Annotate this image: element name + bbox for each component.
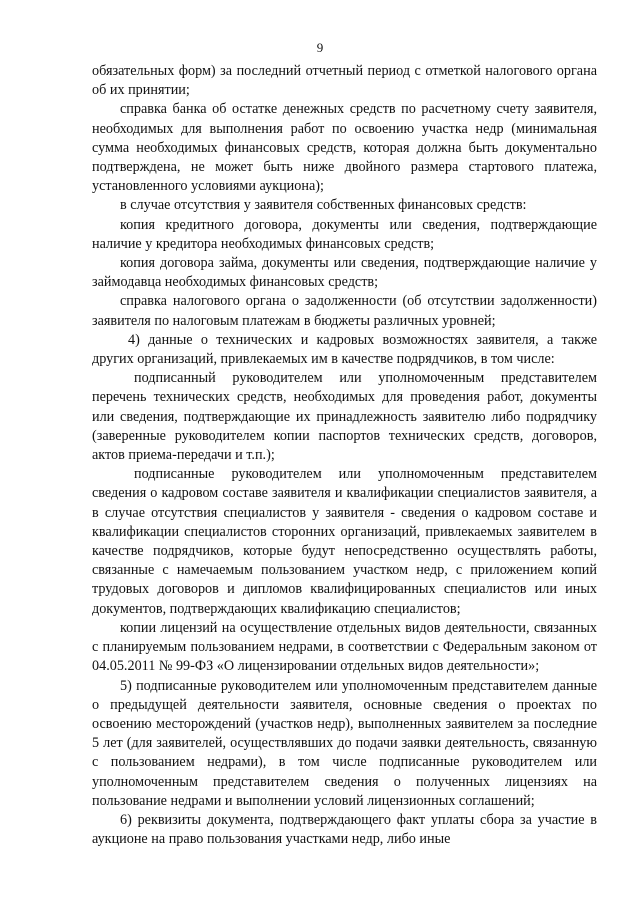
paragraph-licenses-copies: копии лицензий на осуществление отдельных видов деятельности, связанных с планируемым пользованием недрами, в соответствии с Федеральным законом от 04.05.2011 № 99-ФЗ «О лицензировании отдельных видов деятельности»; — [92, 619, 597, 675]
paragraph-credit-agreement: копия кредитного договора, документы или сведения, подтверждающие наличие у кредитора необходимых финансовых средств; — [92, 216, 597, 252]
page-number: 9 — [316, 40, 324, 55]
paragraph-technical-means-list: подписанный руководителем или уполномоченным представителем перечень технических средств, необходимых для проведения работ, документы или сведения, подтверждающие их принадлежность заявителю либо подрядчику (заверенные руководителем копии паспортов технических средств, договоров, актов приема-передачи и т.п.); — [92, 370, 597, 464]
paragraph-personnel-info: подписанные руководителем или уполномоченным представителем сведения о кадровом составе заявителя и квалификации специалистов заявителя, а в случае отсутствия специалистов у заявителя - сведения о кадровом составе и квалификации специалистов сторонних организаций, привлекаемых заявителем в качестве подрядчиков, которые будут непосредственно осуществлять работы, связанные с намечаемым пользованием участком недр, с приложением копий трудовых договоров и дипломов квалифицированных специалистов или иных документов, подтверждающих квалификацию специалистов; — [92, 466, 597, 617]
paragraph-item-4-technical-capabilities: 4) данные о технических и кадровых возможностях заявителя, а также других организаций, привлекаемых им в качестве подрядчиков, в том числе: — [92, 331, 597, 368]
paragraph-bank-statement: справка банка об остатке денежных средств по расчетному счету заявителя, необходимых для выполнения работ по освоению участка недр (минимальная сумма необходимых финансовых средств, которая должна быть документально подтверждена, не может быть ниже двойного размера стартового платежа, установленного условиями аукциона); — [92, 101, 597, 195]
paragraph-no-own-funds: в случае отсутствия у заявителя собственных финансовых средств: — [120, 197, 527, 214]
paragraph-tax-form-continuation: обязательных форм) за последний отчетный период с отметкой налогового органа об их принятии; — [92, 63, 597, 99]
document-body — [92, 62, 597, 849]
paragraph-item-6-payment-details: 6) реквизиты документа, подтверждающего факт уплаты сбора за участие в аукционе на право пользования участками недр, либо иные — [92, 811, 597, 848]
paragraph-tax-certificate: справка налогового органа о задолженности (об отсутствии задолженности) заявителя по налоговым платежам в бюджеты различных уровней; — [92, 293, 597, 329]
paragraph-item-5-previous-activity: 5) подписанные руководителем или уполномоченным представителем данные о предыдущей деятельности заявителя, основные сведения о проектах по освоению месторождений (участков недр), выполненных заявителем за последние 5 лет (для заявителей, осуществлявших до подачи заявки деятельность, связанную с пользованием недрами), в том числе подписанные руководителем или уполномоченным представителем сведения о полученных лицензиях на пользование недрами и выполнении условий лицензионных соглашений; — [92, 677, 597, 809]
paragraph-loan-agreement: копия договора займа, документы или сведения, подтверждающие наличие у займодавца необходимых финансовых средств; — [92, 255, 597, 291]
